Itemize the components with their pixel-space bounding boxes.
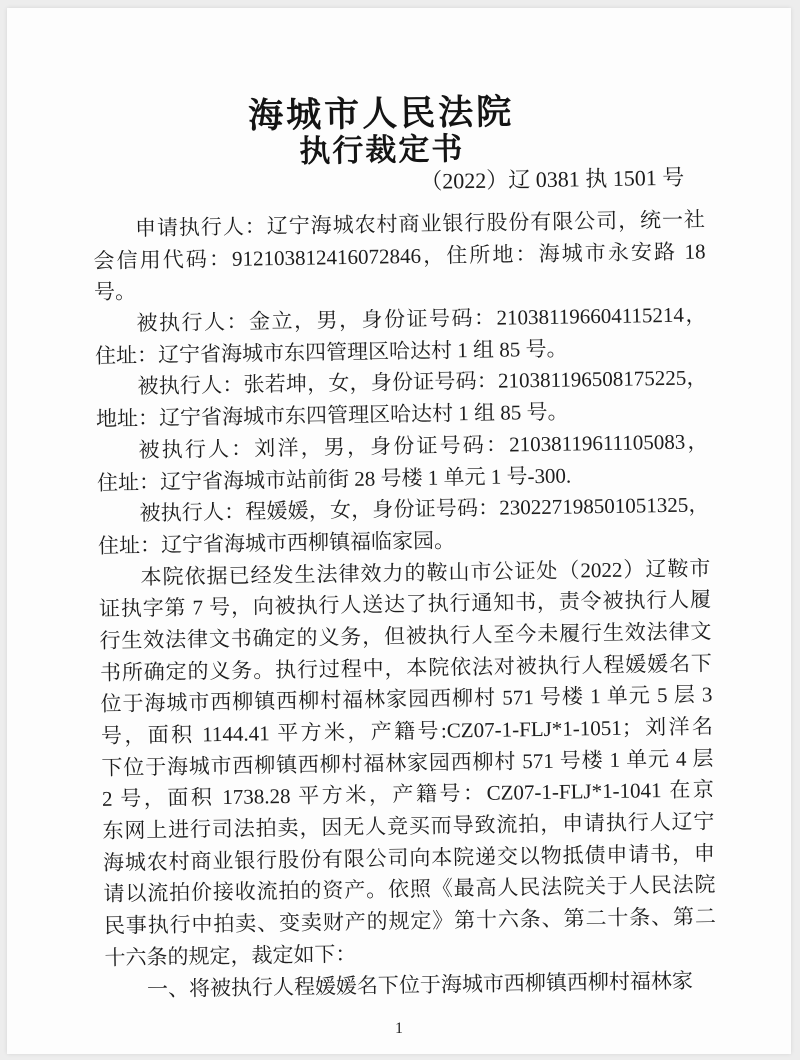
text-line: 下位于海城市西柳镇西柳村福林家园西柳村 571 号楼 1 单元 4 层 xyxy=(101,745,714,780)
paragraph xyxy=(98,553,716,974)
text-line: 被执行人：程媛媛，女，身份证号码：230227198501051325， xyxy=(139,492,710,526)
document-body xyxy=(93,204,717,1006)
text-line: 本院依据已经发生法律效力的鞍山市公证处（2022）辽鞍市 xyxy=(140,555,711,589)
text-line: 会信用代码：912103812416072846，住所地：海城市永安路 18 xyxy=(93,239,706,273)
text-line: 东网上进行司法拍卖，因无人竞买而导致流拍，申请执行人辽宁 xyxy=(102,809,715,843)
text-line: 住址：辽宁省海城市站前街 28 号楼 1 单元 1 号-300. xyxy=(96,463,572,495)
text-line: 十六条的规定，裁定如下： xyxy=(104,941,357,970)
text-line: 请以流拍价接收流拍的资产。依照《最高人民法院关于人民法院 xyxy=(103,872,716,907)
text-line: 被执行人：金立，男，身份证号码：210381196604115214， xyxy=(136,302,707,336)
text-line: 住址：辽宁省海城市西柳镇福临家园。 xyxy=(97,528,456,558)
text-line: 被执行人：张若坤，女，身份证号码：210381196508175225， xyxy=(137,365,708,399)
text-line: 号，面积 1144.41 平方米，产籍号:CZ07-1-FLJ*1-1051；刘洋名 xyxy=(100,714,714,748)
text-line: 被执行人：刘洋，男，身份证号码：21038119611105083， xyxy=(138,429,709,463)
paragraph xyxy=(97,490,710,563)
paragraph xyxy=(94,299,707,372)
document-content xyxy=(91,90,717,1006)
text-line: 2 号，面积 1738.28 平方米，产籍号：CZ07-1-FLJ*1-1041 在京 xyxy=(101,777,715,812)
case-number: （2022）辽 0381 执 1501 号 xyxy=(420,164,685,194)
page-number: 1 xyxy=(395,1020,403,1037)
document-title: 执行裁定书 xyxy=(299,131,465,169)
text-line: 申请执行人：辽宁海城农村商业银行股份有限公司，统一社 xyxy=(134,207,706,241)
text-line: 地址：辽宁省海城市东四管理区哈达村 1 组 85 号。 xyxy=(95,399,569,432)
text-line: 证执字第 7 号，向被执行人送达了执行通知书，责令被执行人履 xyxy=(98,587,712,622)
text-line: 位于海城市西柳镇西柳村福林家园西柳村 571 号楼 1 单元 5 层 3 xyxy=(100,682,713,717)
text-line: 海城农村商业银行股份有限公司向本院递交以物抵债申请书，申 xyxy=(102,841,716,875)
document-page xyxy=(7,8,791,1054)
text-line: 民事执行中拍卖、变卖财产的规定》第十六条、第二十条、第二 xyxy=(103,904,717,939)
court-name: 海城市人民法院 xyxy=(247,92,515,136)
text-line: 一、将被执行人程媛媛名下位于海城市西柳镇西柳村福林家 xyxy=(146,968,694,1001)
paragraph xyxy=(93,204,706,309)
paragraph xyxy=(95,363,708,436)
text-line: 住址：辽宁省海城市东四管理区哈达村 1 组 85 号。 xyxy=(94,336,568,368)
text-line: 号。 xyxy=(93,279,137,305)
text-line: 书所确定的义务。执行过程中，本院依法对被执行人程媛媛名下 xyxy=(99,650,713,685)
paragraph xyxy=(96,426,709,499)
text-line: 行生效法律文书确定的义务，但被执行人至今未履行生效法律文 xyxy=(99,619,712,653)
